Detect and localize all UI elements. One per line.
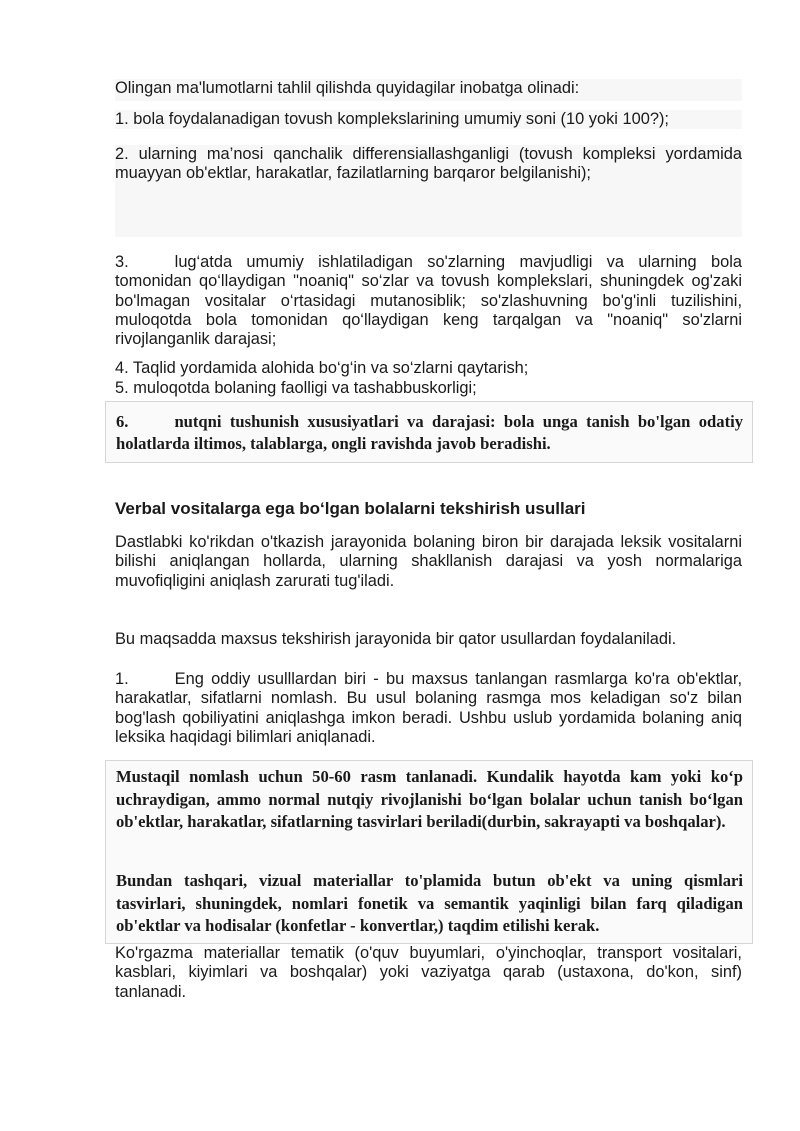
highlight-box-2 — [105, 760, 753, 944]
list-item-6-number: 6. — [116, 412, 129, 431]
list-item-5: 5. muloqotda bolaning faolligi va tashabbuskorligi; — [115, 379, 477, 397]
highlight-box-1 — [105, 401, 753, 463]
method-1 — [115, 670, 742, 747]
paragraph-1: Dastlabki ko'rikdan o'tkazish jarayonida bolaning biron bir darajada leksik vositalarni bilishi aniqlangan hollarda, ularning shakllanish darajasi va yosh normalariga muvofiqligini aniqlash zarurati tug'iladi. — [115, 533, 742, 590]
method-1-number: 1. — [115, 670, 129, 688]
box-2-paragraph-1: Mustaqil nomlash uchun 50-60 rasm tanlanadi. Kundalik hayotda kam yoki ko‘p uchraydigan, ammo normal nutqiy rivojlanishi bo‘lgan bolalar uchun tanish bo‘lgan ob'ektlar, harakatlar, sifatlarning tasvirlari beriladi(durbin, sakrayapti va boshqalar). — [116, 767, 743, 831]
method-1-text: Eng oddiy usulllardan biri - bu maxsus tanlangan rasmlarga ko'ra ob'ektlar, harakatlar, sifatlarni nomlash. Bu usul bolaning rasmga mos keladigan so'z bilan bog'lash qobiliyatini aniqlashga imkon beradi. Ushbu uslub yordamida bolaning aniq leksika haqidagi bilimlari aniqlanadi. — [115, 670, 742, 746]
list-item-4: 4. Taqlid yordamida alohida bo‘g‘in va so‘zlarni qaytarish; — [115, 359, 529, 377]
box-2-paragraph-2: Bundan tashqari, vizual materiallar to'plamida butun ob'ekt va uning qismlari tasvirlari, shuningdek, nomlari fonetik va semantik yaqinligi bilan farq qiladigan ob'ektlar va hodisalar (konfetlar - konvertlar,) taqdim etilishi kerak. — [116, 871, 743, 935]
intro-line: Olingan ma'lumotlarni tahlil qilishda quyidagilar inobatga olinadi: — [115, 79, 742, 101]
list-item-6-text: nutqni tushunish xususiyatlari va darajasi: bola unga tanish bo'lgan odatiy holatlarda iltimos, talablarga, ongli ravishda javob beradishi. — [116, 412, 743, 453]
list-item-2: 2. ularning ma’nosi qanchalik differensiallashganligi (tovush kompleksi yordamida muayyan ob'ektlar, harakatlar, fazilatlarning barqaror belgilanishi); — [115, 145, 742, 237]
list-item-6 — [116, 411, 743, 454]
list-item-3-number: 3. — [115, 253, 129, 271]
list-item-3-text: lug‘atda umumiy ishlatiladigan so'zlarning mavjudligi va ularning bola tomonidan qo‘llaydigan "noaniq" so‘zlar va tovush komplekslari, shuningdek og'zaki bo'lmagan vositalar o‘rtasidagi mutanosiblik; so'zlashuvning bo'g'inli tuzilishini, muloqotda bola tomonidan qo‘llaydigan keng tarqalgan va "noaniq" so'zlarni rivojlanganlik darajasi; — [115, 253, 742, 349]
list-item-3 — [115, 253, 742, 349]
paragraph-3: Ko'rgazma materiallar tematik (o'quv buyumlari, o'yinchoqlar, transport vositalari, kasblari, kiyimlari va boshqalar) yoki vaziyatga qarab (ustaxona, do'kon, sinf) tanlanadi. — [115, 944, 742, 1001]
list-item-1: 1. bola foydalanadigan tovush komplekslarining umumiy soni (10 yoki 100?); — [115, 110, 742, 129]
section-heading: Verbal vositalarga ega bo‘lgan bolalarni tekshirish usullari — [115, 499, 586, 518]
paragraph-2: Bu maqsadda maxsus tekshirish jarayonida bir qator usullardan foydalaniladi. — [115, 630, 677, 648]
